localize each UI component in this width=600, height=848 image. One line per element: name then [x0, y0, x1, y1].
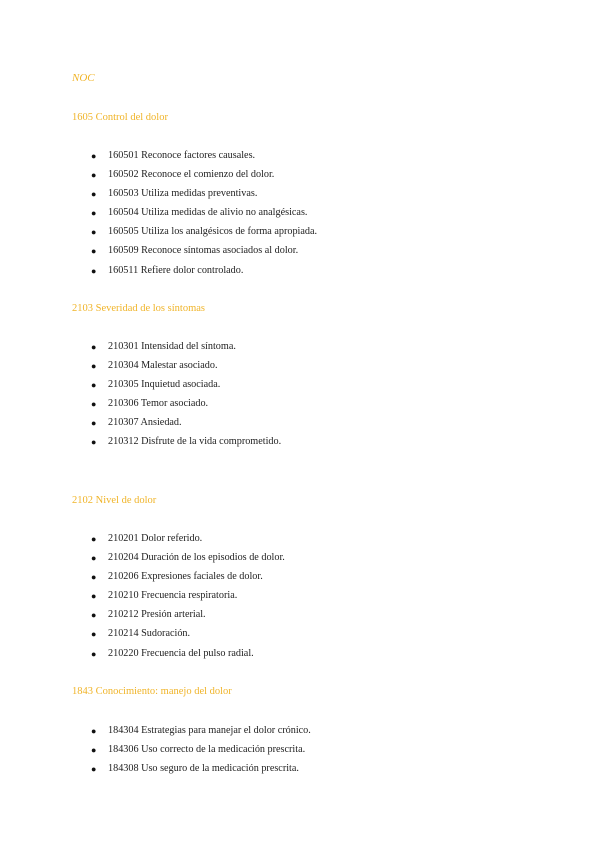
bullet-icon: ●: [91, 553, 97, 564]
list-item-text: 160503 Utiliza medidas preventivas.: [108, 188, 258, 200]
bullet-icon: ●: [91, 189, 97, 200]
bullet-icon: ●: [91, 648, 97, 659]
bullet-icon: ●: [91, 399, 97, 410]
list-item-text: 210307 Ansiedad.: [108, 417, 182, 429]
bullet-icon: ●: [91, 380, 97, 391]
bullet-icon: ●: [91, 745, 97, 756]
list-item-text: 210201 Dolor referido.: [108, 533, 203, 544]
list-item-text: 210305 Inquietud asociada.: [108, 379, 221, 391]
bullet-icon: ●: [91, 572, 97, 583]
section-heading-conocimiento-manejo-dolor: 1843 Conocimiento: manejo del dolor: [72, 686, 232, 697]
list-item-text: 210306 Temor asociado.: [108, 398, 209, 410]
bullet-icon: ●: [91, 591, 97, 602]
list-item-text: 184306 Uso correcto de la medicación prescrita.: [108, 744, 306, 756]
list-item-text: 160502 Reconoce el comienzo del dolor.: [108, 169, 275, 181]
list-item-text: 210206 Expresiones faciales de dolor.: [108, 571, 263, 583]
list-item-text: 160511 Refiere dolor controlado.: [108, 264, 244, 276]
bullet-icon: ●: [91, 227, 97, 238]
bullet-icon: ●: [91, 610, 97, 621]
list-item-text: 210301 Intensidad del síntoma.: [108, 341, 236, 352]
bullet-icon: ●: [91, 361, 97, 372]
bullet-icon: ●: [91, 151, 97, 161]
list-item-text: 184304 Estrategias para manejar el dolor crónico.: [108, 725, 311, 736]
section-heading-severidad-sintomas: 2103 Severidad de los síntomas: [72, 303, 205, 314]
list-item-text: 210312 Disfrute de la vida comprometido.: [108, 436, 282, 448]
section-heading-nivel-dolor: 2102 Nivel de dolor: [72, 495, 157, 506]
bullet-icon: ●: [91, 418, 97, 429]
list-item-text: 184308 Uso seguro de la medicación prescrita.: [108, 763, 299, 775]
list-item-text: 160504 Utiliza medidas de alivio no analgésicas.: [108, 207, 308, 219]
bullet-icon: ●: [91, 342, 97, 352]
list-item-text: 210220 Frecuencia del pulso radial.: [108, 647, 254, 659]
list-item-text: 160505 Utiliza los analgésicos de forma apropiada.: [108, 226, 318, 238]
bullet-icon: ●: [91, 726, 97, 736]
list-item-text: 210212 Presión arterial.: [108, 609, 206, 621]
bullet-icon: ●: [91, 170, 97, 181]
bullet-icon: ●: [91, 629, 97, 640]
bullet-icon: ●: [91, 208, 97, 219]
document-title: NOC: [72, 72, 95, 84]
list-item-text: 210204 Duración de los episodios de dolor.: [108, 552, 285, 564]
list-item-text: 210210 Frecuencia respiratoria.: [108, 590, 238, 602]
list-item-text: 160509 Reconoce síntomas asociados al dolor.: [108, 245, 299, 257]
list-item-text: 210304 Malestar asociado.: [108, 360, 218, 372]
bullet-icon: ●: [91, 437, 97, 448]
bullet-icon: ●: [91, 265, 97, 276]
list-item-text: 210214 Sudoración.: [108, 628, 191, 640]
list-item-text: 160501 Reconoce factores causales.: [108, 150, 256, 161]
bullet-icon: ●: [91, 534, 97, 544]
section-heading-control-dolor: 1605 Control del dolor: [72, 112, 168, 123]
bullet-icon: ●: [91, 764, 97, 775]
bullet-icon: ●: [91, 246, 97, 257]
